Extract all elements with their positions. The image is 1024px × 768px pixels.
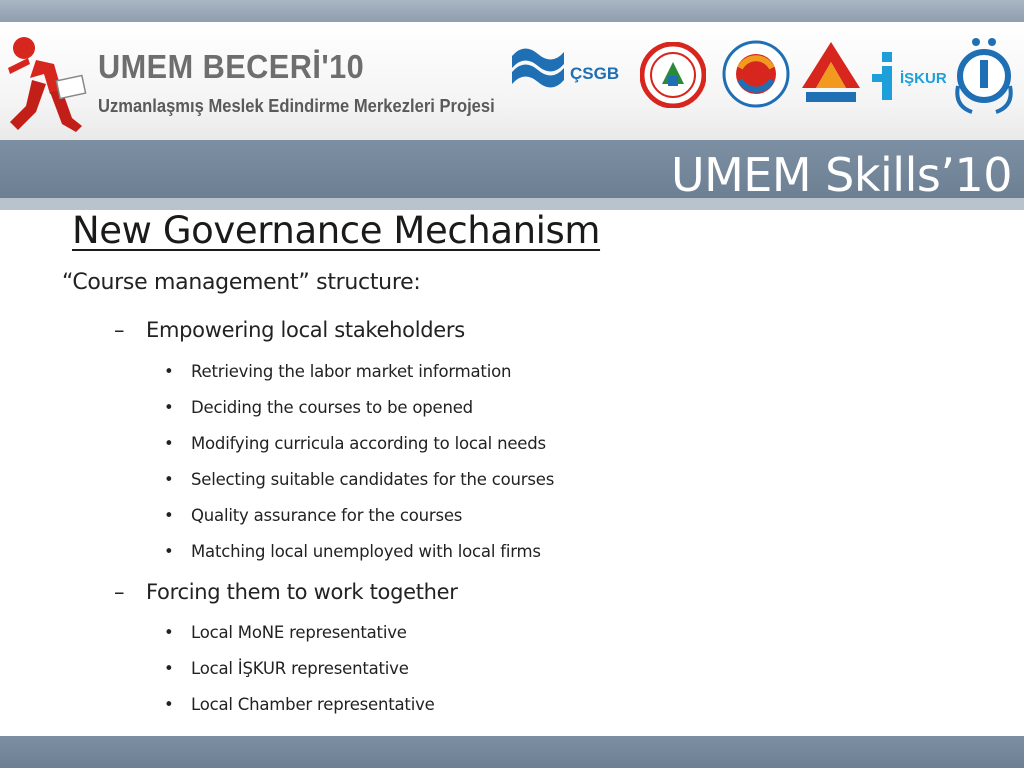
bullet-marker: • (164, 470, 174, 489)
list-item (164, 695, 435, 714)
bullet-marker: • (164, 434, 174, 453)
slide-intro: “Course management” structure: (62, 270, 421, 295)
etu-logo (800, 40, 862, 106)
project-subtitle: Uzmanlaşmış Meslek Edindirme Merkezleri Projesi (98, 96, 495, 116)
list-item (164, 506, 462, 525)
list-item (164, 659, 409, 678)
dash-marker: – (114, 318, 125, 342)
list-item-text: Matching local unemployed with local firms (191, 542, 541, 561)
list-item (164, 542, 541, 561)
dash-marker: – (114, 580, 125, 604)
list-item-text: Local İŞKUR representative (191, 659, 409, 678)
iskur-label: İŞKUR (900, 70, 947, 87)
bullet-marker: • (164, 659, 174, 678)
bullet-marker: • (164, 398, 174, 417)
section-label: Forcing them to work together (146, 580, 458, 604)
bullet-marker: • (164, 506, 174, 525)
bullet-marker: • (164, 362, 174, 381)
list-item (164, 362, 511, 381)
header-title: UMEM Skills’10 (670, 148, 1012, 202)
project-title: UMEM BECERİ'10 (98, 48, 365, 85)
list-item-text: Local Chamber representative (191, 695, 435, 714)
list-item (164, 623, 407, 642)
footer-bar (0, 736, 1024, 768)
list-item (164, 398, 473, 417)
list-item-text: Quality assurance for the courses (191, 506, 463, 525)
list-item-text: Modifying curricula according to local needs (191, 434, 546, 453)
tobb-logo (722, 40, 790, 108)
list-item-text: Deciding the courses to be opened (191, 398, 473, 417)
list-item (164, 470, 554, 489)
meb-logo (640, 42, 706, 108)
bullet-marker: • (164, 542, 174, 561)
section-label: Empowering local stakeholders (146, 318, 465, 342)
project-banner (0, 22, 1024, 140)
section-heading (114, 580, 458, 604)
crest-logo (952, 36, 1016, 116)
csgb-label: ÇSGB (570, 64, 620, 83)
list-item-text: Retrieving the labor market information (191, 362, 512, 381)
bullet-marker: • (164, 695, 174, 714)
section-heading (114, 318, 465, 342)
top-strip (0, 0, 1024, 22)
running-figure-logo (6, 34, 88, 134)
list-item-text: Selecting suitable candidates for the courses (191, 470, 555, 489)
iskur-logo (872, 48, 902, 108)
csgb-logo (508, 36, 568, 96)
bullet-marker: • (164, 623, 174, 642)
slide-heading: New Governance Mechanism (72, 209, 601, 252)
list-item (164, 434, 546, 453)
list-item-text: Local MoNE representative (191, 623, 407, 642)
